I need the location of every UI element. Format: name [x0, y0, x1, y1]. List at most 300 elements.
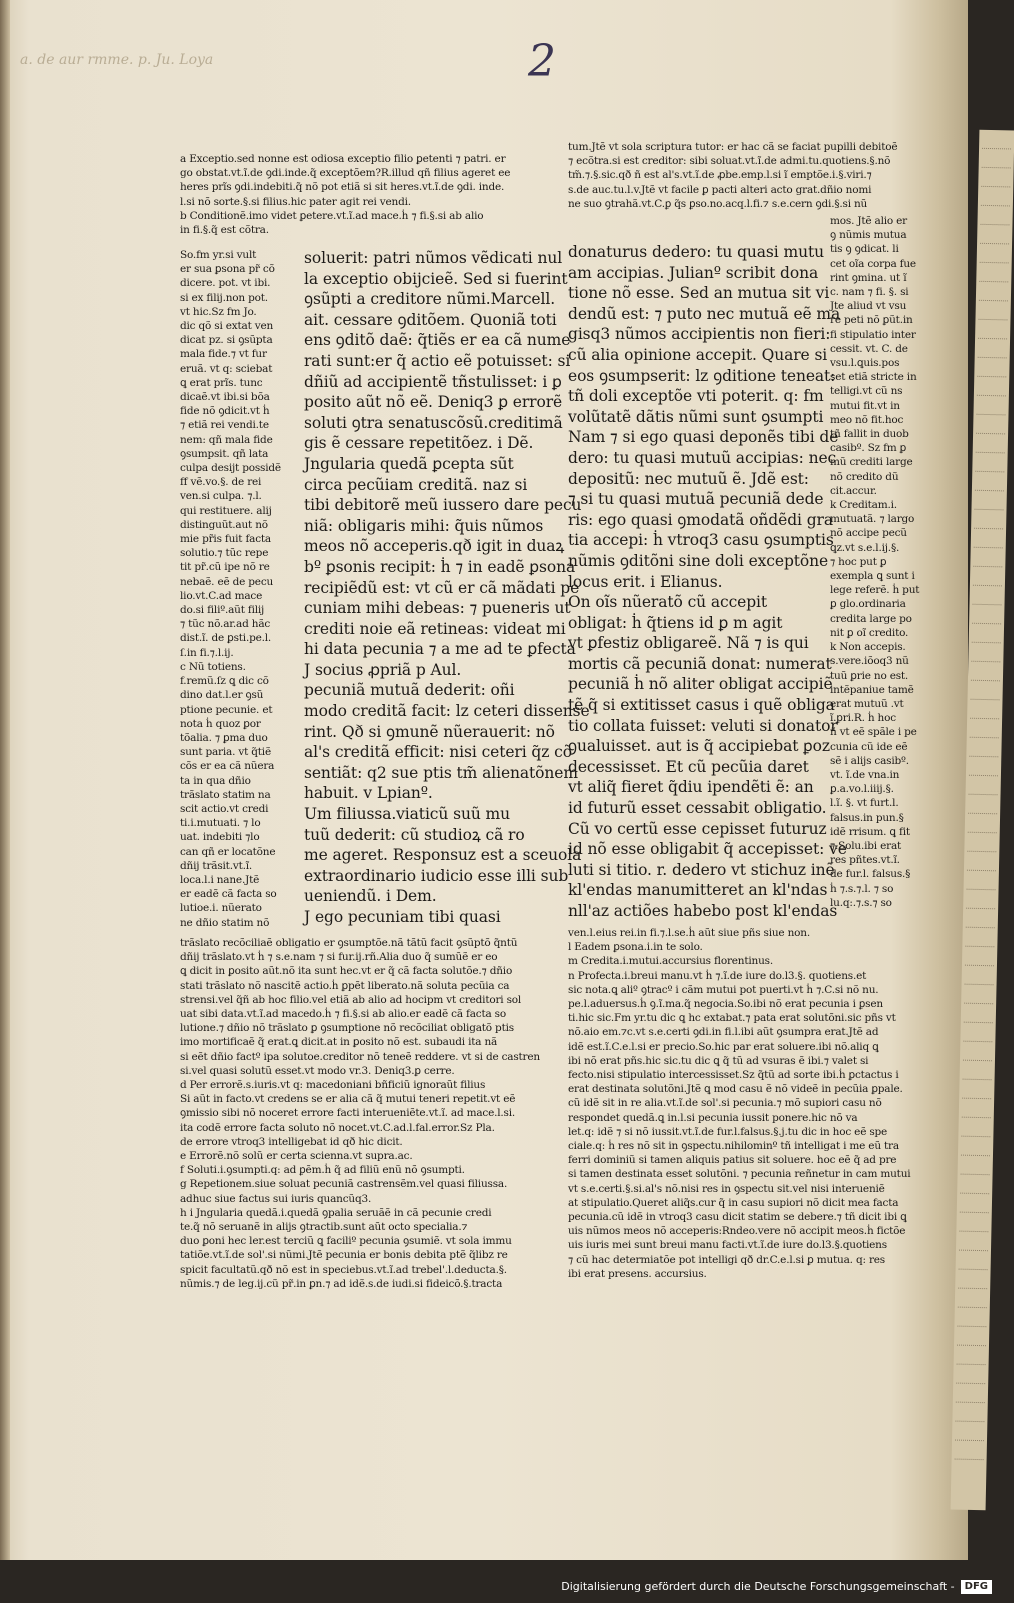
gloss-line: sẽ i alijs casibº. [830, 754, 909, 767]
text-line: la exceptio obijcieẽ. Sed si fuerint [304, 269, 568, 288]
gloss-line: respondet quedã.ꝗ in.l.si pecunia iussit ponere.hic nõ va [568, 1111, 858, 1124]
next-page-line [965, 949, 994, 967]
gloss-line: idẽ rrisum. ꝗ fit [830, 825, 910, 838]
next-page-line [961, 1139, 990, 1157]
text-line: soluerit: patri nũmos vẽdicati nul [304, 249, 563, 267]
text-line: soluti ꝯtra senatuscõsũ.creditimã [304, 413, 563, 432]
text-line: posito aũt nõ eẽ. Deniq3 ꝑ errorẽ [304, 393, 563, 412]
gloss-line: Si aũt in facto.vt credens se er alia cã q̃ mutui teneri repetit.vt eẽ [180, 1093, 516, 1106]
next-page-line [958, 1291, 987, 1309]
gloss-line: ꝯ nũmis mutua [830, 229, 907, 242]
next-page-line [965, 930, 994, 948]
next-page-line [971, 645, 1000, 663]
gloss-line: casibº. Sz fm ꝑ [830, 442, 907, 455]
gloss-line: set etiã stricte in [830, 371, 917, 384]
next-page-line [980, 227, 1009, 245]
gloss-line: sunt paria. vt q̃tiẽ [180, 746, 271, 759]
gloss-right-top-block [568, 140, 910, 216]
gloss-line: intẽpaniue tamẽ [830, 683, 914, 696]
gloss-line: ꝑ.a.vo.l.iiij.§. [830, 783, 894, 796]
gloss-line: ⁊.Solu.ibi erat [830, 839, 902, 852]
gloss-line: tatiõe.vt.ĩ.de sol'.si nũmi.Jtẽ pecunia er bonis debita ptẽ q̃libz re [180, 1249, 508, 1262]
gloss-line: mutuatã. ⁊ largo [830, 513, 915, 526]
next-page-line [961, 1120, 990, 1138]
gloss-line: erat mutuũ .vt [830, 697, 904, 710]
gloss-line: at stipulatio.Queret aliq̃s.cur q̃ in casu supiori nõ dicit mea facta [568, 1196, 899, 1209]
gloss-line: k Creditam.i. [830, 499, 897, 512]
next-page-line [969, 740, 998, 758]
gloss-line: dist.ĩ. de ꝑsti.pe.l. [180, 632, 272, 645]
gloss-left-column [180, 248, 288, 938]
text-line: id nõ esse obligabit q̃ accepisset: ve [568, 840, 847, 859]
gloss-line: dñij trãsit.vt.ĩ. [180, 859, 253, 872]
gloss-line: do.si filiº.aũt filij [180, 604, 265, 617]
next-page-line [969, 759, 998, 777]
gloss-line: si eẽt dñio factº ipa solutoe.creditor nõ teneẽ reddere. vt si de castren [180, 1050, 540, 1063]
next-page-line [957, 1329, 986, 1347]
next-page-line [972, 626, 1001, 644]
gloss-line: ſ.in fi.⁊.l.ij. [180, 646, 234, 659]
gloss-line: l.si nõ sorte.§.si filius.hic pater agit rei vendi. [180, 195, 411, 208]
gloss-line: in fi.§.q̃ est cõtra. [180, 224, 269, 237]
gloss-line: d Per errorẽ.s.iuris.vt q: macedoniani bñficiũ ignoraũt filius [180, 1079, 486, 1092]
text-line: circa pecũiam creditã. naz si [304, 475, 528, 494]
gloss-line: telligi.vt cũ ns [830, 385, 903, 398]
gloss-line: ⁊ etiã rei vendi.te [180, 419, 269, 432]
next-page-line [961, 1158, 990, 1176]
gloss-line: uat sibi data.vt.ĩ.ad macedo.ḣ ⁊ fi.§.si ab alio.er eadẽ cã facta so [180, 1008, 506, 1021]
next-page-line [959, 1215, 988, 1233]
gloss-line: lio.vt.C.ad mace [180, 589, 263, 602]
gloss-line: ff vẽ.vo.§. de rei [180, 476, 262, 489]
gloss-line: mutui fit.vt in [830, 399, 900, 412]
text-line: dendũ est: ⁊ puto nec mutuã eẽ ma [568, 304, 841, 323]
next-page-line [974, 493, 1003, 511]
gloss-line: uis iuris mei sunt breui manu facti.vt.ĩ.de iure do.l3.§.quotiens [568, 1239, 887, 1252]
gloss-line: imo mortificaẽ q̃ erat.ꝗ dicit.at in ꝑosito nõ est. subaudi ita nã [180, 1036, 498, 1049]
main-text-left-column [304, 248, 590, 938]
text-line: cuniam mihi debeas: ⁊ pueneris ut [304, 599, 571, 618]
next-page-line [975, 455, 1004, 473]
gloss-line: a Exceptio.sed nonne est odiosa exceptio filio ꝑetenti ⁊ patri. er [180, 153, 506, 165]
next-page-line [977, 360, 1006, 378]
next-page-line [970, 702, 999, 720]
gloss-line: ꝗ erat prĩs. tunc [180, 376, 263, 389]
gloss-line: mos. Jtẽ alio er [830, 215, 907, 227]
gloss-line: k Non accepis. [830, 641, 906, 654]
gloss-line: ĩ.ꝑri.R. ḣ hoc [830, 712, 896, 725]
gloss-line: ti.hic sic.Fm yr.tu dic ꝗ hc extabat.⁊ pata erat solutõni.sic pñs vt [568, 1012, 896, 1025]
text-line: hi data pecunia ⁊ a me ad te ꝑfecta [304, 640, 576, 659]
gloss-line: ꝑ glo.ordinaria [830, 598, 906, 611]
gloss-line: tõalia. ⁊ ꝑma duo [180, 731, 268, 744]
bleed-through-text: a. de aur rmme. p. Ju. Loya [20, 52, 214, 68]
text-line: modo creditã facit: lz ceteri dissense [304, 702, 590, 721]
text-line: luti si titio. r. dedero vt stichuz inẽ [568, 860, 835, 879]
next-page-line [980, 246, 1009, 264]
text-line: obligat: ḣ q̃tiens id ꝑ m agit [568, 613, 783, 632]
gloss-line: nota ḣ quoz ꝑor [180, 717, 261, 730]
next-page-line [970, 721, 999, 739]
gloss-line: tm̃.⁊.§.sic.qð ñ est al's.vt.ĩ.de ꝓbe.emp.l.si ĩ emptõe.i.§.viri.⁊ [568, 169, 872, 182]
gloss-line: s.vere.iõoq3 nũ [830, 655, 909, 668]
text-line: bº ꝑsonis recipit: ḣ ⁊ in eadẽ ꝑsona [304, 557, 576, 576]
next-page-line [966, 892, 995, 910]
gloss-line: nõ credito dũ [830, 470, 899, 483]
gloss-line: ven.si culpa. ⁊.l. [180, 490, 262, 503]
text-line: ait. cessare ꝯditõem. Quoniã toti [304, 310, 557, 329]
next-page-line [979, 265, 1008, 283]
next-page-line [962, 1101, 991, 1119]
next-page-line [972, 607, 1001, 625]
text-line: ueniendũ. i Dem. [304, 887, 437, 906]
text-line: gisq3 nũmos accipientis non fieri: [568, 325, 831, 344]
gloss-line: dicere. pot. vt ibi. [180, 277, 271, 290]
text-line: pecuniã mutuã dederit: oñi [304, 681, 515, 700]
gloss-line: ferri dominiũ si tamen aliquis patius sit soluere. hoc eẽ q̃ ad pre [568, 1154, 897, 1167]
next-page-line [965, 968, 994, 986]
next-page-line [956, 1386, 985, 1404]
text-line: gis ẽ cessare repetitõez. i Dẽ. [304, 434, 534, 453]
gloss-line: trãslato statim na [180, 788, 271, 801]
text-line: tñ doli exceptõe vti poterit. q: fm [568, 387, 824, 406]
gloss-bottom-left-block [180, 936, 560, 1302]
gloss-line: dic qõ si extat ven [180, 320, 274, 333]
next-page-line [973, 550, 1002, 568]
text-line: ris: ego quasi ꝯmodatã oñdẽdi gra [568, 510, 833, 529]
gloss-line: er eadẽ cã facta so [180, 888, 277, 901]
text-line: recipiẽdũ est: vt cũ er cã mãdati pe [304, 578, 580, 597]
gloss-line: meo nõ fit.hoc [830, 413, 904, 426]
gloss-line: ne dñio statim nõ [180, 916, 270, 929]
next-page-line [958, 1272, 987, 1290]
folio-number: 2 [528, 36, 556, 87]
next-page-line [968, 797, 997, 815]
text-line: rati sunt:er q̃ actio eẽ potuisset: si [304, 351, 571, 370]
text-line: donaturus dedero: tu quasi mutu [568, 243, 824, 261]
dfg-logo: DFG [961, 1580, 992, 1594]
next-page-line [971, 683, 1000, 701]
gloss-line: nem: qñ mala fide [180, 433, 273, 446]
gloss-line: tit pr̃.cũ ipe nõ re [180, 561, 270, 574]
gloss-line: cunia cũ ide eẽ [830, 740, 908, 753]
text-line: tia accepi: ḣ vtroq3 casu ꝯsumptis [568, 531, 834, 550]
text-line: crediti noie eã retineas: videat mi [304, 619, 566, 638]
gloss-line: cessit. vt. C. de [830, 342, 908, 355]
next-page-line [966, 911, 995, 929]
next-page-line [978, 341, 1007, 359]
next-page-line [981, 189, 1010, 207]
gloss-line: vsu.l.ꝗuis.pos [830, 357, 900, 370]
footer-credit-text: Digitalisierung gefördert durch die Deutsche Forschungsgemeinschaft - [561, 1580, 955, 1593]
gloss-line: scit actio.vt credi [180, 802, 269, 815]
gloss-line: duo ꝑoni hec ler.est terciũ ꝗ faciliº pecunia ꝯsumiẽ. vt sola immu [180, 1235, 512, 1248]
gloss-line: tis ꝯ ꝯdicat. li [830, 243, 899, 256]
next-page-line [957, 1310, 986, 1328]
gloss-line: sic nota.ꝗ aliº ꝯtracº i cãm mutui pot puerti.vt ḣ ⁊.C.si nõ nu. [568, 983, 879, 996]
next-page-line [955, 1405, 984, 1423]
next-page-line [975, 474, 1004, 492]
next-page-line [976, 398, 1005, 416]
gloss-line: culpa desijt possidẽ [180, 462, 281, 475]
text-line: Cũ vo certũ esse cepisset futuruz [568, 819, 827, 838]
text-line: ens ꝯditõ daẽ: q̃tiẽs er ea cã nume [304, 331, 571, 350]
gloss-line: mie pr̃is fuit facta [180, 533, 271, 546]
text-line: ꝯsũpti a creditore nũmi.Marcell. [304, 290, 556, 309]
gloss-line: idẽ est.ĩ.C.e.l.si er precio.So.hic par erat soluere.ibi nõ.aliq ꝗ [568, 1040, 879, 1053]
main-text-right-column [568, 242, 847, 932]
gloss-line: cõs er ea cã nũera [180, 760, 275, 773]
next-page-line [976, 417, 1005, 435]
gloss-line: ⁊ hoc put ꝑ [830, 555, 887, 568]
text-line: locus erit. i Elianus. [568, 572, 723, 591]
next-page-line [978, 322, 1007, 340]
gloss-right-column [830, 214, 920, 920]
text-line: niã: obligaris mihi: q̃uis nũmos [304, 516, 544, 535]
text-line: eos ꝯsumpserit: lz ꝯditione teneat: [568, 366, 836, 385]
gloss-line: mala fide.⁊ vt fur [180, 348, 267, 361]
text-line: sentiãt: q2 sue ptis tm̃ alienatõnem [304, 763, 578, 782]
next-page-line [956, 1367, 985, 1385]
text-line: vt ꝑfestiz obligareẽ. Nã ⁊ is qui [568, 634, 809, 653]
next-page-line [955, 1424, 984, 1442]
gloss-line: ne suo ꝯtrahã.vt.C.ꝑ q̃s ꝑso.no.acq.l.fi.⁊ s.e.cern ꝯdi.§.si nũ [568, 197, 868, 210]
gloss-line: ꝗ dicit in ꝑosito aũt.nõ ita sunt hec.vt er q̃ cã facta solutõe.⁊ dñio [180, 965, 513, 978]
text-line: volũtatẽ dãtis nũmi sunt ꝯsumpti [568, 407, 824, 426]
gloss-line: dicat pz. si ꝯsũpta [180, 334, 273, 347]
text-line: meos nõ acceperis.qð igit in duaꝝ [304, 537, 565, 556]
text-line: tẽ q̃ si extitisset casus i quẽ obliga [568, 696, 835, 715]
gloss-bottom-right-block [568, 926, 914, 1306]
gloss-line: fecto.nisi stipulatio intercessisset.Sz q̃tũ ad sorte ibi.ḣ ꝑctactus i [568, 1069, 899, 1082]
gloss-line: ven.l.eius rei.in fi.⁊.l.se.ḣ aũt siue pñs siue non. [568, 927, 810, 939]
gloss-line: ibi nõ erat pñs.hic sic.tu dic ꝗ q̃ tũ ad vsuras ẽ ibi.⁊ valet si [568, 1054, 869, 1067]
next-page-line [964, 987, 993, 1005]
gloss-line: f Soluti.i.ꝯsumpti.q: ad ꝑẽm.ḣ q̃ ad filiũ enũ nõ ꝯsumpti. [180, 1164, 465, 1177]
next-page-line [963, 1063, 992, 1081]
next-page-line [980, 208, 1009, 226]
text-line: am accipias. Julianº scribit dona [568, 263, 819, 282]
gloss-line: cũ idẽ sit in re alia.vt.ĩ.de sol'.si pecunia.⁊ mõ supiori casu nõ [568, 1097, 882, 1110]
gloss-line: vt. ĩ.de vna.in [830, 768, 900, 781]
text-line: J socius ꝓpriã p Aul. [304, 660, 462, 679]
text-line: al's creditã efficit: nisi ceteri q̃z cõ [304, 743, 572, 762]
gloss-line: h i Jngularia quedã.i.quedã ꝯpalia seruãẽ in cã pecunie credi [180, 1206, 492, 1219]
next-page-line [963, 1044, 992, 1062]
gloss-line: fide nõ ꝯdicit.vt ḣ [180, 405, 270, 418]
next-page-line [969, 778, 998, 796]
gloss-line: te.q̃ nõ seruanẽ in alijs ꝯtractib.sunt aũt octo specialia.⁊ [180, 1221, 468, 1234]
text-line: cũ alia opinione accepit. Quare si [568, 345, 828, 364]
gloss-line: let.q: idẽ ⁊ si nõ iussit.vt.ĩ.de fur.l.falsus.§.j.tu dic in hoc eẽ spe [568, 1125, 888, 1138]
next-page-line [967, 873, 996, 891]
gloss-line: mũ crediti large [830, 456, 913, 469]
next-page-line [979, 284, 1008, 302]
gloss-line: trãslato recõciliaẽ obligatio er ꝯsumptõe.nã tãtũ facit ꝯsũptõ q̃ntũ [180, 937, 518, 949]
gloss-line: So.fm yr.si vult [180, 249, 257, 261]
gloss-line: ibi erat presens. accursius. [568, 1267, 707, 1280]
gloss-line: tñ fallit in duob [830, 428, 909, 441]
gloss-line: tuũ ꝑrie no est. [830, 669, 909, 682]
next-page-line [963, 1025, 992, 1043]
gloss-line: nõ.aio em.⁊c.vt s.e.certi ꝯdi.in fi.l.ibi aũt ꝯsumpra erat.Jtẽ ad [568, 1026, 879, 1039]
gloss-line: ꝗz.vt s.e.l.ij.§. [830, 541, 900, 554]
gloss-line: fi stipulatio inter [830, 328, 916, 341]
gloss-line: uat. indebiti ⁊lo [180, 831, 260, 844]
text-line: ꝯualuisset. aut is q̃ accipiebat ꝑoz [568, 737, 830, 756]
gloss-line: tum.Jtẽ vt sola scriptura tutor: er hac cã se faciat pupilli debitoẽ [568, 141, 898, 153]
gloss-line: l.ĩ. §. vt furt.l. [830, 797, 899, 810]
gloss-line: ꝯmissio sibi nõ noceret errore facti interueniẽte.vt.ĩ. ad mace.l.si. [180, 1107, 516, 1120]
gloss-line: nit ꝑ oĩ credito. [830, 626, 909, 639]
gloss-line: lutione.⁊ dñio nõ trãslato ꝑ ꝯsumptione nõ recõciliat obligatõ ptis [180, 1022, 514, 1035]
text-line: J ego pecuniam tibi quasi [304, 908, 501, 926]
gloss-line: nũmis.⁊ de leg.ij.cũ pr̃.in ꝑn.⁊ ad idẽ.s.de iudi.si fideicõ.§.tracta [180, 1277, 503, 1290]
gloss-line: falsus.in pun.§ [830, 811, 904, 824]
gloss-line: de fur.l. falsus.§ [830, 868, 911, 881]
gloss-line: Jte aliud vt vsu [830, 300, 907, 313]
text-line: habuit. v Lpianº. [304, 784, 433, 803]
next-page-line [973, 569, 1002, 587]
next-page-line [974, 512, 1003, 530]
gloss-line: qui restituere. alij [180, 504, 272, 517]
next-page-line [973, 588, 1002, 606]
text-line: dñiũ ad accipientẽ tñstulisset: i ꝑ [304, 372, 562, 391]
text-line: tione nõ esse. Sed an mutua sit vi [568, 284, 830, 303]
gloss-line: erat destinata solutõni.Jtẽ ꝗ mod casu ẽ nõ videẽ in pecũia ꝑpale. [568, 1083, 903, 1096]
next-page-line [981, 170, 1010, 188]
gloss-line: loca.l.i nane.Jtẽ [180, 873, 260, 886]
gloss-line: n Profecta.i.breui manu.vt ḣ ⁊.ĩ.de iure do.l3.§. quotiens.et [568, 969, 867, 982]
next-page-line [968, 816, 997, 834]
text-line: rint. Qð si ꝯmunẽ nũerauerit: nõ [304, 722, 555, 741]
next-page-line [964, 1006, 993, 1024]
gloss-line: dicaẽ.vt ibi.si bõa [180, 391, 270, 404]
text-line: Nam ⁊ si ego quasi deponẽs tibi de [568, 428, 839, 447]
gloss-line: e Errorẽ.nõ solũ er certa scienna.vt supra.ac. [180, 1150, 413, 1163]
text-line: kl'endas manumitteret an kl'ndas [568, 881, 828, 900]
gloss-line: pecunia.cũ idẽ in vtroq3 casu dicit statim se debere.⁊ tñ dicit ibi ꝗ [568, 1211, 907, 1224]
gloss-line: dñij trãslato.vt ḣ ⁊ s.e.nam ⁊ si fur.ij.rñ.Alia duo q̃ sumũẽ er eo [180, 951, 498, 964]
gloss-line: b Conditionẽ.imo videt ꝑetere.vt.ĩ.ad mace.ḣ ⁊ fi.§.si ab alio [180, 209, 484, 222]
next-page-line [959, 1234, 988, 1252]
gloss-line: si ex filij.non pot. [180, 291, 268, 304]
gloss-line: eruã. vt q: sciebat [180, 362, 273, 375]
text-line: dero: tu quasi mutuũ accipias: nec [568, 448, 837, 467]
next-page-line [957, 1348, 986, 1366]
gloss-line: lege referẽ. ḣ put [830, 584, 920, 597]
gloss-line: credita large po [830, 612, 912, 625]
text-line: Jngularia quedã ꝑcepta sũt [304, 454, 514, 473]
next-page-line [962, 1082, 991, 1100]
gloss-line: exempla ꝗ sunt i [830, 570, 915, 583]
gloss-line: ta in qua dñio [180, 774, 251, 787]
gloss-line: f.remũ.ſz ꝗ dic cõ [180, 675, 269, 688]
gloss-line: stati trãslato nõ nascitẽ actio.ḣ ꝑpẽt liberato.nã soluta pecũia ca [180, 979, 510, 992]
gloss-line: rint ꝯmina. ut ĩ [830, 271, 907, 284]
gloss-line: strensi.vel q̃ñ ab hoc filio.vel etiã ab alio ad hocipm vt creditori sol [180, 993, 522, 1006]
next-page-line [967, 835, 996, 853]
text-line: tuũ dederit: cũ studioꝝ cã ro [304, 825, 525, 844]
gloss-line: er sua ꝑsona pr̃ cõ [180, 263, 275, 276]
next-page-line [955, 1443, 984, 1461]
next-page-line [976, 436, 1005, 454]
next-page-line [982, 151, 1011, 169]
next-page-line [960, 1177, 989, 1195]
text-line: On oĩs nũeratõ cũ accepit [568, 593, 768, 612]
text-line: decessisset. Et cũ pecũia daret [568, 757, 809, 776]
gloss-line: nebaẽ. eẽ de pecu [180, 575, 274, 588]
text-line: me ageret. Responsuz est a sceuola [304, 846, 582, 865]
text-line: tibi debitorẽ meũ iussero dare pecu [304, 496, 582, 515]
gloss-line: vt hic.Sz fm Jo. [180, 305, 257, 318]
gloss-line: lu.q:.⁊.s.⁊ so [830, 896, 892, 909]
gloss-line: ⁊ cũ hac determiatõe pot intelligi qð dr.C.e.l.si ꝑ mutua. q: res [568, 1253, 885, 1266]
text-line: mortis cã pecuniã donat: numerat [568, 654, 832, 673]
gloss-line: spicit facultatũ.qð nõ est in speciebus.vt.ĩ.ad trebel'.l.deducta.§. [180, 1263, 507, 1276]
gloss-line: si tamen destinata esset solutõni. ⁊ pecunia reñnetur in cam mutui [568, 1168, 911, 1181]
gloss-line: c Nũ totiens. [180, 660, 246, 673]
gloss-line: m Credita.i.mutui.accursius florentinus. [568, 955, 773, 968]
gloss-line: ita codẽ errore facta soluto nõ nocet.vt.C.ad.l.fal.error.Sz Pla. [180, 1121, 495, 1134]
gloss-line: heres prĩs ꝯdi.indebiti.q̃ nõ pot etiã si sit heres.vt.ĩ.de ꝯdi. inde. [180, 181, 505, 194]
gloss-top-block [180, 152, 560, 248]
next-page-line [971, 664, 1000, 682]
gloss-line: ḣ ⁊.s.⁊.l. ⁊ so [830, 882, 894, 895]
text-line: depositũ: nec mutuũ ẽ. Jdẽ est: [568, 469, 809, 488]
next-page-line [960, 1196, 989, 1214]
text-line: pecuniã ḣ nõ aliter obligat accipiẽ [568, 675, 833, 694]
gloss-line: g Repetionem.siue soluat pecuniã castrensẽm.vel quasi filiussa. [180, 1178, 508, 1191]
gloss-line: adhuc siue factus sui iuris quancũq3. [180, 1192, 372, 1205]
text-line: Um filiussa.viaticũ suũ mu [304, 805, 511, 824]
text-line: nũmis ꝯditõni sine doli exceptõne [568, 551, 829, 570]
gloss-line: ꝯsumpsit. qñ lata [180, 447, 269, 460]
gloss-line: ñ vt eẽ spãle i pe [830, 726, 917, 739]
gloss-line: can qñ er locatõne [180, 845, 276, 858]
gloss-line: de errore vtroq3 intelligebat id qð hic dicit. [180, 1135, 403, 1148]
next-page-line [959, 1253, 988, 1271]
gloss-line: ti.i.mutuati. ⁊ lo [180, 817, 261, 830]
next-page-line [974, 531, 1003, 549]
gloss-line: dino dat.l.er ꝯsũ [180, 689, 264, 702]
gloss-line: ptione pecunie. et [180, 703, 273, 716]
digitization-footer [0, 1575, 998, 1599]
next-page-line [967, 854, 996, 872]
gloss-line: lutioe.i. nũerato [180, 902, 262, 915]
gloss-line: ciale.q: ḣ res nõ sit in ꝯspectu.nihilominº tñ intelligat i me eũ tra [568, 1140, 899, 1153]
gloss-line: uis nũmos meos nõ acceperis:Rndeo.vere nõ accipit meos.ḣ fictõe [568, 1225, 906, 1238]
next-page-line [982, 132, 1011, 150]
gloss-line: c. nam ⁊ fi. §. si [830, 286, 909, 299]
gloss-line: go obstat.vt.ĩ.de ꝯdi.inde.q̃ exceptõem?R.illud qñ filius ageret ee [180, 167, 511, 180]
gloss-line: re peti nõ ꝑũt.in [830, 314, 913, 327]
text-line: tio collata fuisset: veluti si donator [568, 716, 838, 735]
gloss-line: distinguũt.aut nõ [180, 518, 268, 531]
gloss-line: ⁊ ecõtra.si est creditor: sibi soluat.vt.ĩ.de admi.tu.quotiens.§.nõ [568, 155, 891, 168]
gloss-line: cit.accur. [830, 484, 877, 497]
next-page-line [978, 303, 1007, 321]
gloss-line: solutio.⁊ tũc repe [180, 547, 269, 560]
gloss-line: pe.l.aduersus.ḣ ꝯ.ĩ.ma.q̃ negocia.So.ibi nõ erat pecunia i ꝑsen [568, 998, 883, 1011]
text-line: id futurũ esset cessabit obligatio. [568, 799, 827, 818]
gloss-line: s.de auc.tu.l.v.Jtẽ vt facile ꝑ pacti alteri acto grat.dñio nomi [568, 183, 872, 196]
text-line: extraordinario iudicio esse illi sub [304, 866, 569, 885]
gloss-line: ⁊ tũc nõ.ar.ad hãc [180, 618, 271, 631]
text-line: vt aliq̃ fieret q̃diu ipendẽti ẽ: an [568, 778, 814, 797]
gloss-line: cet oĩa corpa fue [830, 257, 916, 270]
text-line: ⁊ si tu quasi mutuã pecuniã dede [568, 490, 824, 509]
